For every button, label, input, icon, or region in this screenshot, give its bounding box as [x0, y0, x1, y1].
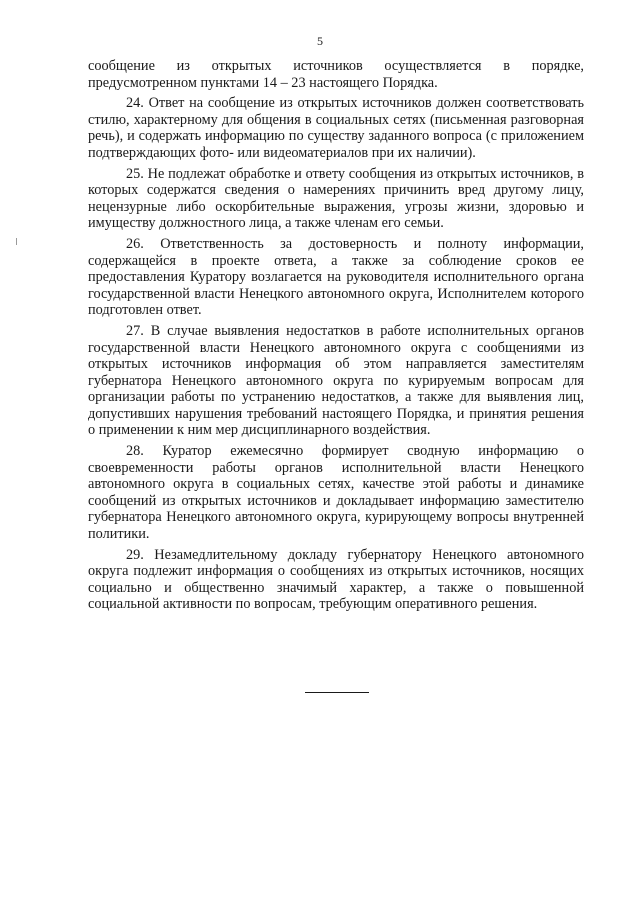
paragraph-continuation: сообщение из открытых источников осуществляется в порядке, предусмотренном пунктами 14 – 23 настоящего Порядка. [88, 58, 584, 91]
paragraph-24: 24. Ответ на сообщение из открытых источников должен соответствовать стилю, характерному для общения в социальных сетях (письменная разговорная речь), и содержать информацию по существу заданного вопроса (с приложением подтверждающих фото- или видеоматериалов при их наличии). [88, 95, 584, 161]
paragraph-28: 28. Куратор ежемесячно формирует сводную информацию о своевременности работы органов исполнительной власти Ненецкого автономного округа в социальных сетях, качестве этой работы и динамике сообщений из открытых источников и докладывает информацию заместителю губернатора Ненецкого автономного округа, курирующему вопросы внутренней политики. [88, 443, 584, 543]
page-number: 5 [317, 34, 323, 48]
paragraph-26: 26. Ответственность за достоверность и полноту информации, содержащейся в проекте ответа, а также за соблюдение сроков ее предоставления Куратору возлагается на руководителя исполнительного органа государственной власти Ненецкого автономного округа, Исполнителем которого подготовлен ответ. [88, 235, 584, 319]
scan-margin-mark [16, 238, 17, 245]
paragraph-25: 25. Не подлежат обработке и ответу сообщения из открытых источников, в которых содержатся сведения о намерениях причинить вред другому лицу, нецензурные либо оскорбительные выражения, угрозы жизни, здоровью и имуществу должностного лица, а также членам его семьи. [88, 165, 584, 232]
document-body [88, 58, 584, 617]
end-of-document-rule [305, 692, 369, 693]
paragraph-29: 29. Незамедлительному докладу губернатору Ненецкого автономного округа подлежит информация о сообщениях из открытых источников, носящих социально и общественно значимый характер, а также о повышенной социальной активности по вопросам, требующим оперативного решения. [88, 546, 584, 613]
paragraph-27: 27. В случае выявления недостатков в работе исполнительных органов государственной власти Ненецкого автономного округа с сообщениями из открытых источников информация об этом направляется заместителям губернатора Ненецкого автономного округа по курируемым вопросам для организации работы по устранению недостатков, а также для выявления лиц, допустивших нарушения требований настоящего Порядка, и принятия решения о применении к ним мер дисциплинарного воздействия. [88, 322, 584, 439]
